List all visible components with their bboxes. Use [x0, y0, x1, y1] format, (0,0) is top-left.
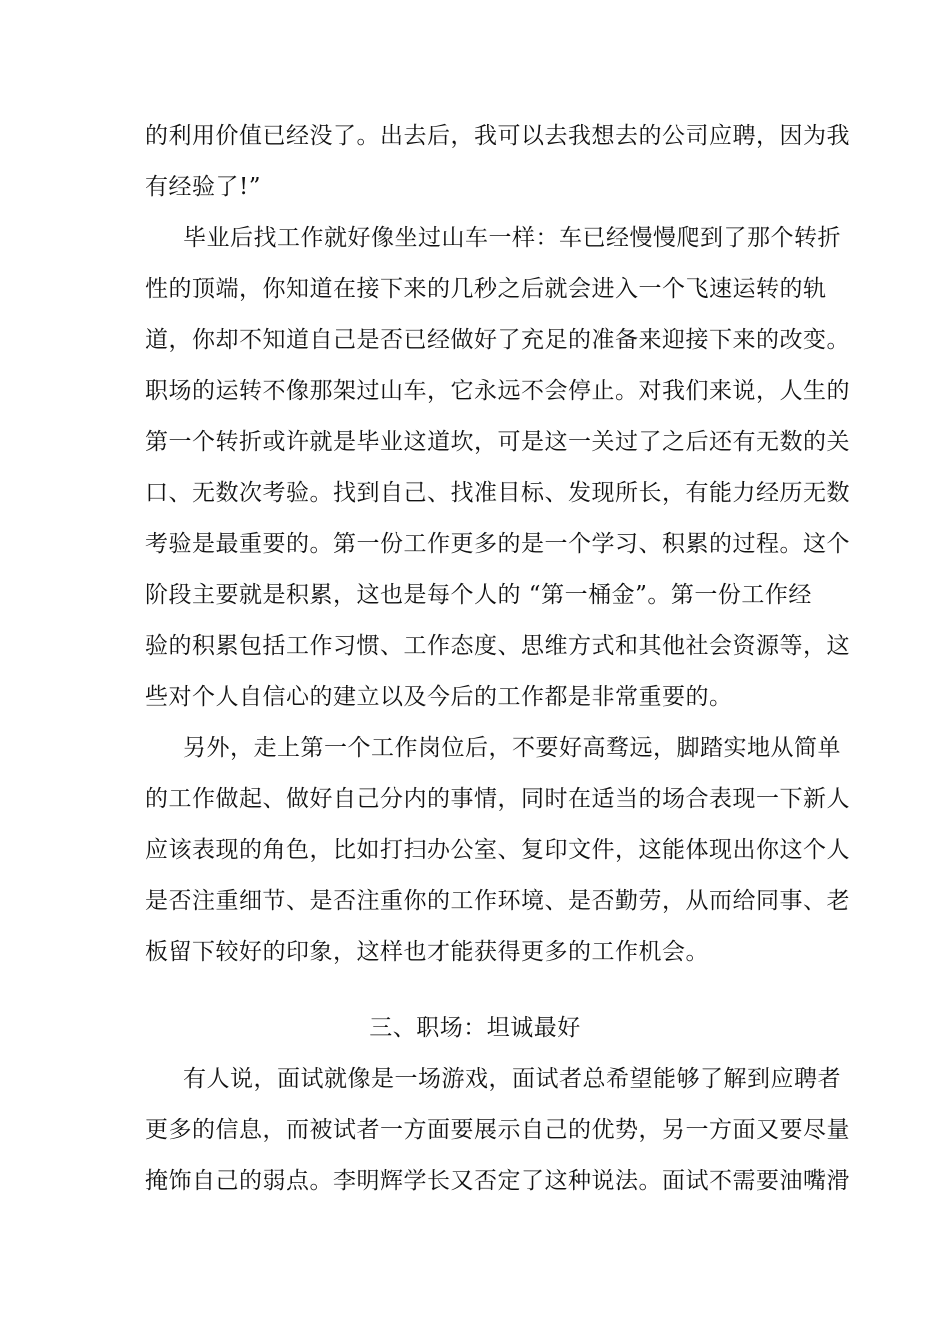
- paragraph-2-line-4: 职场的运转不像那架过山车，它永远不会停止。对我们来说，人生的: [145, 378, 850, 404]
- paragraph-3-line-4: 是否注重细节、是否注重你的工作环境、是否勤劳，从而给同事、老: [145, 888, 850, 914]
- paragraph-3-line-2: 的工作做起、做好自己分内的事情，同时在适当的场合表现一下新人: [145, 786, 850, 812]
- paragraph-2-line-1: 毕业后找工作就好像坐过山车一样：车已经慢慢爬到了那个转折: [183, 225, 841, 251]
- paragraph-2-line-10: 些对个人自信心的建立以及今后的工作都是非常重要的。: [145, 684, 733, 710]
- paragraph-2-line-2: 性的顶端，你知道在接下来的几秒之后就会进入一个飞速运转的轨: [145, 276, 827, 302]
- paragraph-2-line-5: 第一个转折或许就是毕业这道坎，可是这一关过了之后还有无数的关: [145, 429, 850, 455]
- paragraph-4-line-2: 更多的信息，而被试者一方面要展示自己的优势，另一方面又要尽量: [145, 1117, 850, 1143]
- section-heading: 三、职场：坦诚最好: [369, 1015, 581, 1041]
- paragraph-2-line-9: 验的积累包括工作习惯、工作态度、思维方式和其他社会资源等，这: [145, 633, 850, 659]
- paragraph-3-line-5: 板留下较好的印象，这样也才能获得更多的工作机会。: [145, 939, 709, 965]
- paragraph-3-line-3: 应该表现的角色，比如打扫办公室、复印文件，这能体现出你这个人: [145, 837, 850, 863]
- paragraph-4-line-1: 有人说，面试就像是一场游戏，面试者总希望能够了解到应聘者: [183, 1066, 841, 1092]
- paragraph-3-line-1: 另外，走上第一个工作岗位后，不要好高骛远，脚踏实地从简单: [183, 735, 841, 761]
- paragraph-1-line-1: 的利用价值已经没了。出去后，我可以去我想去的公司应聘，因为我: [145, 123, 850, 149]
- paragraph-2-line-3: 道，你却不知道自己是否已经做好了充足的准备来迎接下来的改变。: [145, 327, 850, 353]
- paragraph-2-line-7: 考验是最重要的。第一份工作更多的是一个学习、积累的过程。这个: [145, 531, 850, 557]
- paragraph-2-line-6: 口、无数次考验。找到自己、找准目标、发现所长，有能力经历无数: [145, 480, 850, 506]
- paragraph-1-line-2: 有经验了!”: [145, 174, 262, 200]
- paragraph-2-line-8: 阶段主要就是积累，这也是每个人的 “第一桶金”。第一份工作经: [145, 582, 812, 608]
- paragraph-4-line-3: 掩饰自己的弱点。李明辉学长又否定了这种说法。面试不需要油嘴滑: [145, 1168, 850, 1194]
